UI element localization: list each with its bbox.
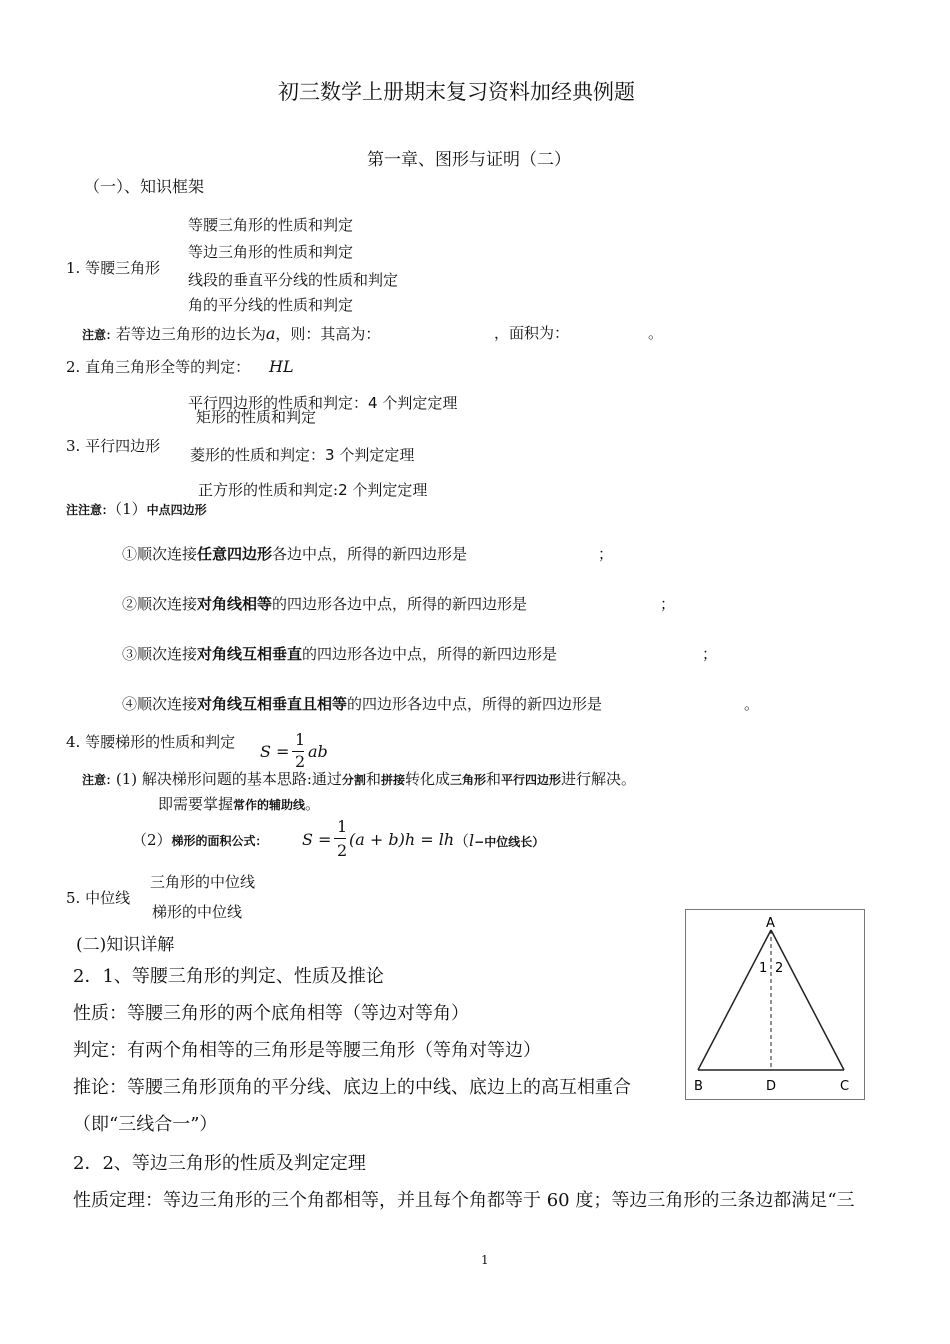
chapter-title: 第一章、图形与证明（二） bbox=[367, 150, 571, 170]
mid-pre: ③顺次连接 bbox=[122, 645, 198, 663]
mid-pre: ④顺次连接 bbox=[122, 695, 198, 713]
s3-c: 菱形的性质和判定： bbox=[190, 446, 326, 464]
formula-lhs: S = bbox=[302, 830, 332, 849]
note-text: 和 bbox=[486, 770, 502, 788]
mid-end: ； bbox=[702, 645, 718, 663]
angle-2-label: 2 bbox=[775, 961, 784, 976]
triangle-diagram bbox=[686, 910, 864, 1099]
s1-item: 等腰三角形的性质和判定 bbox=[188, 216, 354, 234]
note-lead: 注意 bbox=[82, 328, 107, 342]
s3-item bbox=[198, 481, 427, 499]
s2-label: 2. 直角三角形全等的判定： bbox=[66, 358, 251, 376]
formula-note bbox=[454, 831, 544, 850]
d1-paragraph: 判定：有两个角相等的三角形是等腰三角形（等角对等边） bbox=[73, 1040, 541, 1061]
s3-a2: 4 个判定定理 bbox=[368, 394, 458, 412]
formula-pre: （2） bbox=[132, 831, 172, 849]
variable-a: a bbox=[265, 324, 276, 343]
note-end: 。 bbox=[648, 324, 664, 342]
formula-rhs: (a + b)h = lh bbox=[349, 830, 455, 849]
note-lead: 注意 bbox=[82, 773, 107, 787]
formula-fraction-bar bbox=[334, 838, 346, 839]
side-ab bbox=[698, 930, 771, 1070]
formula-den: 2 bbox=[337, 841, 348, 860]
d1-paragraph: （即“三线合一”） bbox=[73, 1114, 218, 1135]
mid-bold: 对角线相等 bbox=[197, 595, 273, 613]
note-text: : 若等边三角形的边长为 bbox=[106, 325, 266, 343]
s4-S: S bbox=[260, 742, 271, 761]
note-text: 。 bbox=[305, 795, 321, 813]
mid-bold: 对角线互相垂直且相等 bbox=[197, 695, 348, 713]
mid-post: 各边中点，所得的新四边形是 bbox=[272, 545, 468, 563]
mid-line bbox=[122, 545, 467, 563]
mid-post: 的四边形各边中点，所得的新四边形是 bbox=[347, 695, 603, 713]
s4-label: 4. 等腰梯形的性质和判定 bbox=[66, 733, 236, 751]
note-2 bbox=[66, 500, 207, 518]
s5-item: 三角形的中位线 bbox=[150, 873, 256, 891]
angle-1-label: 1 bbox=[759, 961, 768, 976]
mid-line bbox=[122, 645, 557, 663]
triangle-figure bbox=[685, 909, 865, 1100]
s1-item: 角的平分线的性质和判定 bbox=[188, 296, 354, 314]
d2-heading: 2．2、等边三角形的性质及判定定理 bbox=[73, 1153, 366, 1174]
section-heading-1: （一）、知识框架 bbox=[84, 177, 205, 196]
mid-pre: ②顺次连接 bbox=[122, 595, 198, 613]
s1-item: 线段的垂直平分线的性质和判定 bbox=[188, 271, 399, 289]
d2-paragraph: 性质定理：等边三角形的三个角都相等，并且每个角都等于 60 度；等边三角形的三条边都满足“三 bbox=[73, 1190, 855, 1211]
d1-heading: 2．1、等腰三角形的判定、性质及推论 bbox=[73, 966, 384, 987]
note-lead: 注注意 bbox=[66, 503, 103, 517]
note-keyword: 三角形 bbox=[449, 773, 486, 787]
s3-d: 正方形的性质和判定: bbox=[198, 481, 339, 499]
side-ac bbox=[771, 930, 844, 1070]
note-keyword: 平行四边形 bbox=[501, 773, 562, 787]
note-text: : (1) 解决梯形问题的基本思路:通过 bbox=[106, 770, 342, 788]
s4-ab: ab bbox=[308, 742, 328, 761]
s5-label: 5. 中位线 bbox=[66, 889, 131, 907]
page-title: 初三数学上册期末复习资料加经典例题 bbox=[278, 80, 635, 104]
label-C: C bbox=[840, 1079, 850, 1094]
note-text: 即需要掌握 bbox=[158, 795, 234, 813]
label-B: B bbox=[694, 1079, 703, 1094]
page-number: 1 bbox=[481, 1253, 489, 1267]
s5-item: 梯形的中位线 bbox=[152, 903, 243, 921]
s3-d2: 2 个判定定理 bbox=[338, 481, 428, 499]
note-text: 进行解决。 bbox=[561, 770, 637, 788]
formula-note-open: （ bbox=[454, 832, 470, 850]
note-text: 和 bbox=[365, 770, 381, 788]
section-heading-2: (二)知识详解 bbox=[76, 935, 175, 955]
note-3 bbox=[82, 770, 636, 788]
note-title: 中点四边形 bbox=[146, 503, 207, 517]
mid-end: ； bbox=[598, 545, 614, 563]
s3-label: 3. 平行四边形 bbox=[66, 437, 161, 455]
variable-l: l bbox=[469, 831, 475, 850]
s1-label: 1. 等腰三角形 bbox=[66, 259, 161, 277]
s3-c2: 3 个判定定理 bbox=[325, 446, 415, 464]
note-text: 转化成 bbox=[404, 770, 450, 788]
note-area-label: ，面积为： bbox=[494, 324, 570, 342]
s4-num: 1 bbox=[295, 730, 306, 749]
s1-item: 等边三角形的性质和判定 bbox=[188, 243, 354, 261]
s2-hl: HL bbox=[269, 357, 294, 376]
s3-a: 平行四边形的性质和判定： bbox=[188, 394, 369, 412]
note-keyword: 常作的辅助线 bbox=[233, 798, 306, 812]
note-sep: :（1） bbox=[102, 500, 147, 518]
mid-end: ； bbox=[660, 595, 676, 613]
label-A: A bbox=[766, 916, 775, 931]
d1-paragraph: 推论：等腰三角形顶角的平分线、底边上的中线、底边上的高互相重合 bbox=[73, 1077, 631, 1098]
note-1 bbox=[82, 324, 380, 343]
mid-line bbox=[122, 695, 602, 713]
s4-eq: = bbox=[276, 742, 290, 761]
mid-post: 的四边形各边中点，所得的新四边形是 bbox=[272, 595, 528, 613]
note-after: ，则：其高为： bbox=[275, 325, 381, 343]
formula-colon: : bbox=[255, 831, 261, 849]
s3-b: 矩形的性质和判定 bbox=[196, 408, 317, 426]
formula-num: 1 bbox=[337, 817, 348, 836]
note-keyword: 拼接 bbox=[380, 773, 405, 787]
mid-pre: ①顺次连接 bbox=[122, 545, 198, 563]
mid-post: 的四边形各边中点，所得的新四边形是 bbox=[302, 645, 558, 663]
mid-bold: 任意四边形 bbox=[197, 545, 273, 563]
mid-end: 。 bbox=[744, 695, 760, 713]
formula-label bbox=[132, 831, 261, 849]
s4-den: 2 bbox=[295, 752, 306, 771]
s3-item bbox=[190, 446, 414, 464]
mid-line bbox=[122, 595, 527, 613]
label-D: D bbox=[766, 1079, 777, 1094]
note-3-line2 bbox=[158, 795, 320, 813]
d1-paragraph: 性质：等腰三角形的两个底角相等（等边对等角） bbox=[73, 1003, 469, 1024]
formula-title: 梯形的面积公式 bbox=[171, 834, 256, 848]
mid-bold: 对角线互相垂直 bbox=[197, 645, 303, 663]
formula-note-text: −中位线长） bbox=[474, 835, 545, 849]
note-keyword: 分割 bbox=[341, 773, 366, 787]
